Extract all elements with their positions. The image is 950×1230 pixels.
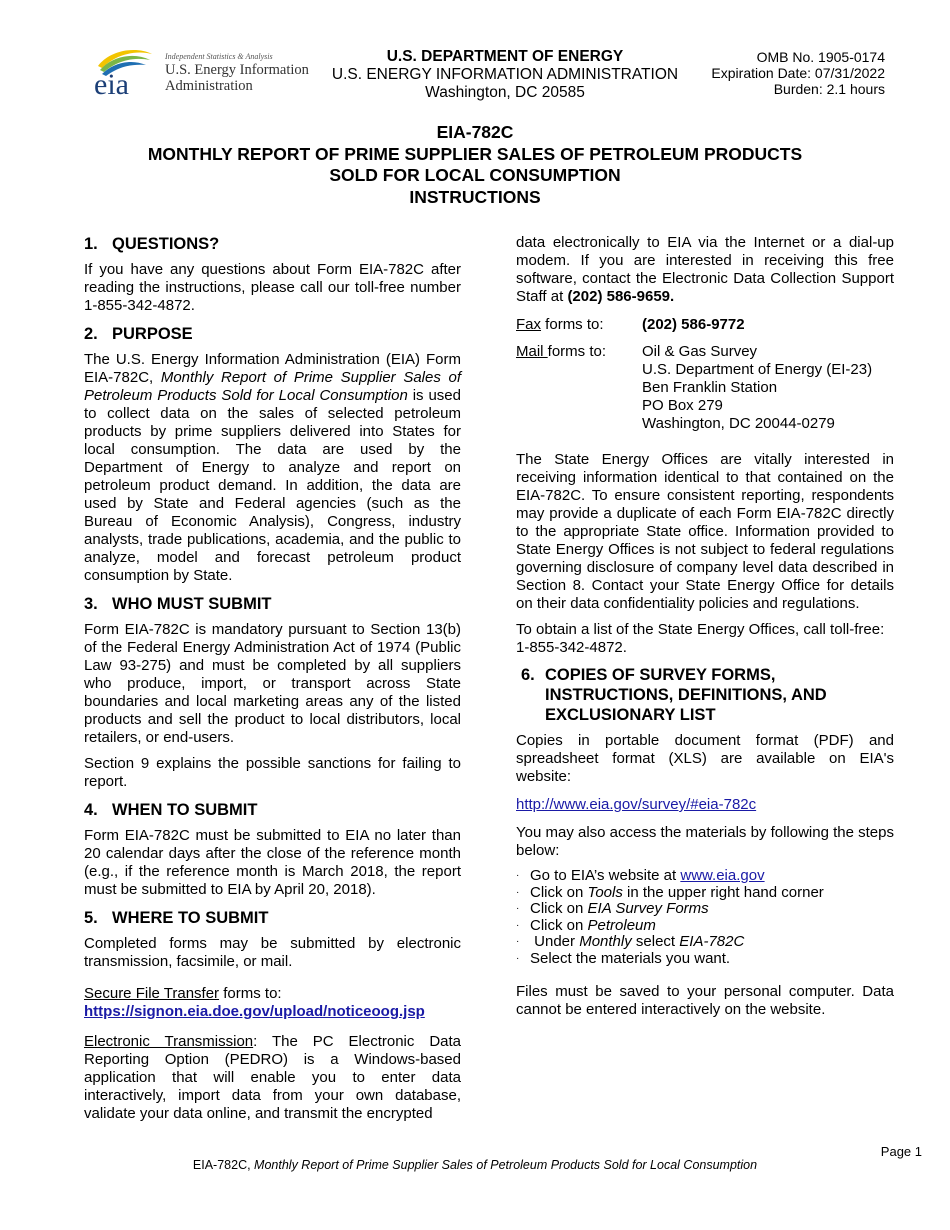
section-6-text2: You may also access the materials by following the steps below: [516, 824, 894, 859]
section-4-heading: 4. WHEN TO SUBMIT [84, 801, 258, 819]
fax-row: Fax forms to: (202) 586-9772 [516, 316, 745, 333]
secure-file-transfer-link[interactable]: https://signon.eia.doe.gov/upload/noticeoog.jsp [84, 1003, 425, 1020]
survey-url-row [516, 796, 894, 814]
fax-number: (202) 586-9772 [642, 316, 745, 333]
section-5-heading: 5. WHERE TO SUBMIT [84, 909, 269, 927]
left-column [84, 234, 461, 1123]
burden: Burden: 2.1 hours [773, 81, 885, 97]
list-item: · Click on Tools in the upper right hand corner [516, 883, 824, 901]
list-item: · Click on Petroleum [516, 916, 656, 934]
logo-wordmark: eia [94, 68, 129, 98]
section-3-text2: Section 9 explains the possible sanctions for failing to report. [84, 755, 461, 790]
omb-number: OMB No. 1905-0174 [756, 49, 885, 65]
secure-file-transfer: Secure File Transfer forms to: https://signon.eia.doe.gov/upload/noticeoog.jsp [84, 985, 425, 1020]
omb-block [711, 49, 885, 97]
logo-name-line1: U.S. Energy Information [165, 62, 309, 78]
section-5-text: Completed forms may be submitted by electronic transmission, facsimile, or mail. [84, 935, 461, 970]
title-line2: SOLD FOR LOCAL CONSUMPTION [329, 165, 621, 185]
document-title [60, 122, 890, 208]
logo-tagline: Independent Statistics & Analysis [165, 52, 273, 61]
logo-name-line2: Administration [165, 78, 253, 94]
title-line1: MONTHLY REPORT OF PRIME SUPPLIER SALES OF PETROLEUM PRODUCTS [147, 143, 803, 164]
agency-location: Washington, DC 20585 [425, 84, 585, 101]
form-id: EIA-782C [436, 122, 514, 142]
list-item: · Under Monthly select EIA-782C [516, 933, 745, 950]
mail-address: Oil & Gas Survey U.S. Department of Energy (EI-23) Ben Franklin Station PO Box 279 Washington, DC 20044-0279 [642, 343, 873, 432]
page-number: Page 1 [880, 1144, 922, 1159]
list-item: · Click on EIA Survey Forms [516, 900, 709, 917]
state-offices-list-text: To obtain a list of the State Energy Offices, call toll-free: 1-855-342-4872. [516, 621, 885, 656]
section-6-heading: 6. COPIES OF SURVEY FORMS, INSTRUCTIONS, DEFINITIONS, AND EXCLUSIONARY LIST [521, 666, 827, 724]
section-3-text: Form EIA-782C is mandatory pursuant to Section 13(b) of the Federal Energy Administration Act of 1974 (Public Law 93-275) and must be completed by all suppliers who produce, import, or transport across State boundaries and local marketing areas any of the listed products and sell the product to local distributors, local retailers, or end-users. [84, 621, 461, 746]
agency-block [320, 48, 690, 102]
steps-list [516, 868, 894, 967]
title-line3: INSTRUCTIONS [409, 186, 541, 207]
list-item: · Select the materials you want. [516, 949, 731, 967]
section-1-heading: 1. QUESTIONS? [84, 235, 220, 253]
footer: EIA-782C, Monthly Report of Prime Supplier Sales of Petroleum Products Sold for Local Consumption [192, 1158, 758, 1172]
state-offices-text: The State Energy Offices are vitally interested in receiving information identical to that contained on the EIA-782C. To ensure consistent reporting, respondents may provide a duplicate of each Form EIA-782C directly to the appropriate State office. Information provided to State Energy Offices is not subject to federal regulations governing disclosure of company level data described in Section 8. Contact your State Energy Office for details on their data confidentiality policies and regulations. [516, 451, 894, 612]
section-1-text: If you have any questions about Form EIA-782C after reading the instructions, please call our toll-free number 1-855-342-4872. [84, 261, 461, 314]
logo-text [165, 52, 309, 94]
administration-name: U.S. ENERGY INFORMATION ADMINISTRATION [331, 66, 679, 83]
eia-website-link[interactable]: www.eia.gov [680, 867, 765, 884]
expiration-date: Expiration Date: 07/31/2022 [711, 65, 885, 81]
survey-link[interactable]: http://www.eia.gov/survey/#eia-782c [516, 796, 757, 813]
eia-logo-icon [92, 44, 156, 98]
electronic-transmission-text: Electronic Transmission: The PC Electronic Data Reporting Option (PEDRO) is a Windows-based application that will enable you to enter data interactively, import data from your own database, validate your data online, and transmit the encrypted [84, 1033, 462, 1122]
section-3-heading: 3. WHO MUST SUBMIT [84, 595, 272, 613]
section-4-text: Form EIA-782C must be submitted to EIA no later than 20 calendar days after the close of the reference month (e.g., if the reference month is March 2018, the report must be submitted to EIA by April 20, 2018). [84, 827, 461, 898]
department-name: U.S. DEPARTMENT OF ENERGY [386, 48, 624, 65]
right-column [516, 234, 894, 1027]
electronic-transmission-continued: data electronically to EIA via the Internet or a dial-up modem. If you are interested in receiving this free software, contact the Electronic Data Collection Support Staff at (202) 586-9659. [516, 234, 894, 305]
section-2-heading: 2. PURPOSE [84, 325, 193, 343]
mail-row: Mail forms to: Oil & Gas Survey U.S. Department of Energy (EI-23) Ben Franklin Station PO Box 279 Washington, DC 20044-0279 [516, 343, 873, 432]
section-2-text: The U.S. Energy Information Administration (EIA) Form EIA-782C, Monthly Report of Prime Supplier Sales of Petroleum Products Sold for Local Consumption is used to collect data on the sales of selected petroleum products by prime suppliers delivered into States for local consumption. The data are used by the Department of Energy to analyze and report on petroleum product demand. In addition, the data are used by State and Federal agencies (such as the Bureau of Economic Analysis), Congress, industry analysts, trade publications, academia, and the public to analyze, model and forecast petroleum product consumption by State. [84, 351, 461, 584]
section-6-closing: Files must be saved to your personal computer. Data cannot be entered interactively on the website. [516, 983, 894, 1018]
list-item: · Go to EIA’s website at www.eia.gov [516, 867, 765, 884]
section-6-text: Copies in portable document format (PDF) and spreadsheet format (XLS) are available on EIA's website: [516, 732, 894, 785]
